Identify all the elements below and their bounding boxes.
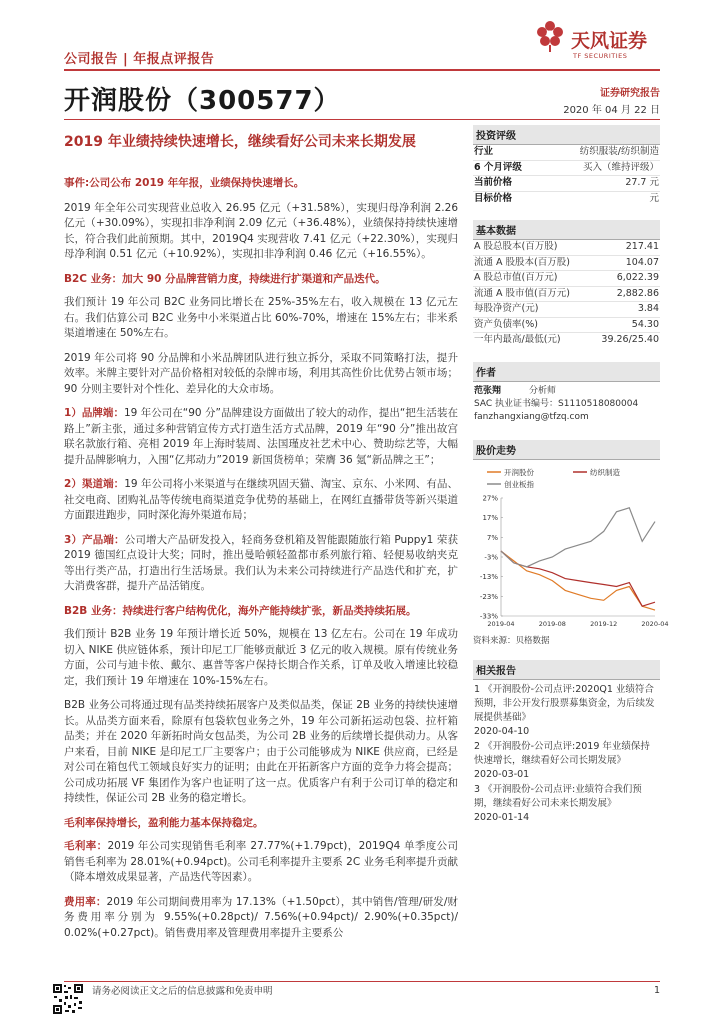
basic-data-row bbox=[473, 240, 660, 256]
price-chart-svg bbox=[473, 464, 669, 632]
basic-data-key: A 股总市值(百万元) bbox=[474, 272, 558, 283]
basic-data-key: A 股总股本(百万股) bbox=[474, 241, 558, 252]
basic-data-key: 一年内最高/最低(元) bbox=[474, 334, 561, 345]
rating-section-title: 投资评级 bbox=[473, 125, 660, 145]
paragraph-expense bbox=[64, 895, 458, 942]
related-report-date: 2020-03-01 bbox=[474, 768, 530, 780]
qr-code-icon bbox=[52, 983, 84, 1015]
paragraph-product bbox=[64, 533, 458, 595]
company-name: 开润股份（300577） bbox=[64, 86, 341, 116]
basic-data-row bbox=[473, 302, 660, 318]
paragraph-brand bbox=[64, 406, 458, 468]
basic-data-table bbox=[473, 240, 660, 348]
paragraph-b2b-category: B2B 业务公司将通过现有品类持续拓展客户及类似品类，保证 2B 业务的持续快速增长。从品类方面来看，除原有包袋软包业务之外，19 年公司新拓运动包袋、拉杆箱品类；并在 2020 年新拓时尚女包品类，为公司 2B 业务的后续增长提供动力。从客户来看，目前 NIKE 是印尼工厂主要客户；由于公司能够成为 NIKE 供应商，已经是对公司在箱包代工领域良好实力的证明；由此在开拓新客户方面的竞争力将会提高；公司成功拓展 VF 集团作为客户也证明了这一点。优质客户有利于公司订单的稳定和持续性，保证公司 2B 业务的稳定增长。 bbox=[64, 699, 458, 804]
product-label: 3）产品端： bbox=[64, 533, 125, 546]
related-report-item[interactable] bbox=[474, 783, 659, 825]
related-report-date: 2020-01-14 bbox=[474, 811, 530, 823]
rating-value: 元 bbox=[649, 192, 659, 204]
disclaimer: 请务必阅读正文之后的信息披露和免责申明 bbox=[92, 986, 273, 997]
brand-text: 19 年公司在“90 分”品牌建设方面做出了较大的动作，提出“把生活装在路上”新主张，通过多种营销宣传方式打造生活方式品牌，2019 年“90 分”推出故宫联名款旅行箱、亮相 2019 年上海时装周、法国瑾皮社艺术中心、赞助综艺等，大幅提升品牌影响力，入围“亿邦动力”2019 新国货榜单；荣膺 36 氪“新品牌之王”； bbox=[64, 407, 458, 466]
rating-key: 目标价格 bbox=[474, 192, 513, 204]
basic-data-value: 6,022.39 bbox=[616, 272, 659, 283]
rating-row bbox=[473, 161, 660, 177]
expense-label: 费用率： bbox=[64, 895, 107, 908]
report-title: 2019 年业绩持续快速增长，继续看好公司未来长期发展 bbox=[64, 134, 416, 150]
x-tick-label: 2019-08 bbox=[538, 619, 566, 628]
logo-flower-icon bbox=[535, 18, 565, 52]
paragraph-b2c-brands: 2019 年公司将 90 分品牌和小米品牌团队进行独立拆分，采取不同策略打法，提升效率。米牌主要针对产品价格相对较低的杂牌市场，利用其高性价比优势占领市场；90 分则主要针对个性化、差异化的大众市场。 bbox=[64, 351, 458, 395]
y-tick-label: -23% bbox=[479, 592, 498, 601]
report-category: 公司报告 | 年报点评报告 bbox=[64, 52, 215, 67]
series-line bbox=[501, 551, 655, 606]
tf-securities-logo bbox=[535, 18, 675, 64]
title-divider bbox=[64, 119, 660, 120]
paragraph-channel bbox=[64, 477, 458, 524]
basic-data-value: 217.41 bbox=[625, 241, 659, 252]
footer-divider bbox=[64, 981, 660, 982]
y-tick-label: -13% bbox=[479, 572, 498, 581]
series-line bbox=[501, 507, 655, 566]
legend-label: 开润股份 bbox=[504, 467, 534, 477]
y-tick-label: 27% bbox=[482, 494, 498, 502]
event-text: 公司公布 2019 年年报，业绩保持快速增长。 bbox=[89, 177, 305, 189]
basic-data-row bbox=[473, 271, 660, 287]
related-report-title[interactable]: 3 《开润股份-公司点评:业绩符合我们预期，继续看好公司未来长期发展》 bbox=[474, 783, 642, 809]
basic-data-value: 39.26/25.40 bbox=[601, 334, 659, 345]
y-tick-label: 7% bbox=[486, 533, 498, 542]
x-tick-label: 2019-04 bbox=[487, 619, 515, 628]
author-block bbox=[473, 382, 660, 424]
paragraph-gross-margin bbox=[64, 839, 458, 886]
rating-key: 行业 bbox=[474, 146, 494, 157]
event-summary bbox=[64, 176, 458, 192]
gross-margin-label: 毛利率： bbox=[64, 840, 108, 852]
paragraph-b2c-growth: 我们预计 19 年公司 B2C 业务同比增长在 25%-35%左右，收入规模在 13 亿元左右。我们估算公司 B2C 业务中小米渠道占比 60%-70%，增速在 15%左右；非米系渠道增速在 50%左右。 bbox=[64, 296, 458, 339]
related-reports bbox=[473, 680, 660, 825]
price-chart bbox=[473, 464, 669, 632]
related-report-item[interactable] bbox=[474, 740, 659, 782]
rating-key: 6 个月评级 bbox=[474, 161, 522, 173]
product-text: 公司增大产品研发投入，轻商务登机箱及智能跟随旅行箱 Puppy1 荣获 2019 德国红点设计大奖；同时，推出曼哈顿轻盈都市系列旅行箱、轻便易收纳夹克等出行类产品，打造出行生活场景。我们认为未来公司持续进行产品迭代和扩充，扩大消费客群，提升产品活销度。 bbox=[64, 533, 458, 592]
brand-label: 1）品牌端： bbox=[64, 407, 124, 419]
related-report-date: 2020-04-10 bbox=[474, 725, 530, 737]
basic-data-row bbox=[473, 318, 660, 334]
y-tick-label: -3% bbox=[484, 553, 498, 561]
basic-data-row bbox=[473, 256, 660, 272]
rating-value: 买入（维持评级） bbox=[582, 161, 659, 173]
rating-row bbox=[473, 192, 660, 207]
event-label: 事件: bbox=[64, 177, 90, 189]
logo-text-en: TF SECURITIES bbox=[573, 52, 628, 60]
expense-text: 2019 年公司期间费用率为 17.13%（+1.50pct），其中销售/管理/研发/财务费用率分别为 9.55%(+0.28pct)/ 7.56%(+0.94pct)/ 2.90%(+0.35pct)/ 0.02%(+0.27pct)。销售费用率及管理费用率提升主要系公 bbox=[64, 895, 458, 939]
rating-table bbox=[473, 145, 660, 206]
basic-data-value: 54.30 bbox=[631, 318, 659, 330]
heading-margin: 毛利率保持增长，盈利能力基本保持稳定。 bbox=[64, 816, 264, 829]
x-tick-label: 2019-12 bbox=[590, 619, 618, 628]
logo-text-cn: 天风证券 bbox=[571, 30, 648, 52]
basic-data-key: 流通 A 股市值(百万元) bbox=[474, 287, 570, 299]
paragraph-results: 2019 年全年公司实现营业总收入 26.95 亿元（+31.58%），实现归母净利润 2.26 亿元（+30.09%），实现扣非净利润 2.09 亿元（+36.48%），业绩保持持续快速增长，符合我们此前预期。其中，2019Q4 实现营收 7.41 亿元（+22.30%），实现归母净利润 0.51 亿元（+10.92%），实现扣非净利润 0.46 亿元（+16.55%）。 bbox=[64, 201, 458, 260]
basic-data-value: 104.07 bbox=[625, 256, 659, 268]
channel-label: 2）渠道端： bbox=[64, 478, 125, 490]
gross-margin-text: 2019 年公司实现销售毛利率 27.77%(+1.79pct)，2019Q4 单季度公司销售毛利率为 28.01%(+0.94pct)。公司毛利率提升主要系 2C 业务毛利率提升贡献（降本增效成果显著，产品迭代等因素）。 bbox=[64, 840, 458, 883]
basic-data-key: 流通 A 股股本(百万股) bbox=[474, 256, 570, 268]
page-number: 1 bbox=[653, 985, 660, 996]
chart-source: 资料来源：贝格数据 bbox=[473, 635, 550, 646]
author-name: 范张翔 bbox=[474, 385, 502, 396]
basic-data-value: 2,882.86 bbox=[616, 287, 659, 299]
legend-label: 纺织制造 bbox=[590, 467, 620, 477]
report-date: 2020 年 04 月 22 日 bbox=[563, 105, 660, 116]
author-email[interactable]: fanzhangxiang@tfzq.com bbox=[474, 411, 589, 422]
legend-label: 创业板指 bbox=[504, 479, 534, 489]
related-report-title[interactable]: 2 《开润股份-公司点评:2019 年业绩保持快速增长，继续看好公司长期发展》 bbox=[474, 740, 650, 766]
y-tick-label: 17% bbox=[482, 513, 498, 522]
basic-data-value: 3.84 bbox=[637, 303, 659, 314]
sidebar bbox=[473, 121, 669, 826]
main-body bbox=[64, 176, 458, 950]
chart-section-title: 股价走势 bbox=[473, 440, 660, 460]
basic-data-row bbox=[473, 287, 660, 303]
related-report-title[interactable]: 1 《开润股份-公司点评:2020Q1 业绩符合预期，非公开发行股票募集资金，为后续发展提供基础》 bbox=[474, 683, 655, 723]
basic-data-key: 资产负债率(%) bbox=[474, 318, 538, 330]
heading-b2b: B2B 业务：持续进行客户结构优化，海外产能持续扩张，新品类持续拓展。 bbox=[64, 604, 417, 617]
heading-b2c: B2C 业务：加大 90 分品牌营销力度，持续进行扩渠道和产品迭代。 bbox=[64, 272, 386, 285]
author-section-title: 作者 bbox=[473, 362, 660, 382]
related-section-title: 相关报告 bbox=[473, 660, 660, 680]
rating-value: 27.7 元 bbox=[625, 177, 659, 188]
rating-key: 当前价格 bbox=[474, 177, 513, 188]
rating-row bbox=[473, 145, 660, 161]
related-report-item[interactable] bbox=[474, 683, 659, 739]
channel-text: 19 年公司将小米渠道与在继续巩固天猫、淘宝、京东、小米网、有品、社交电商、团购礼品等传统电商渠道竞争优势的基础上，在网红直播带货等新兴渠道方面跟进跑步，同时深化海外渠道布局； bbox=[64, 478, 459, 521]
author-role: 分析师 bbox=[529, 385, 557, 396]
header-divider bbox=[64, 69, 660, 71]
basic-data-section-title: 基本数据 bbox=[473, 220, 660, 240]
rating-row bbox=[473, 176, 660, 192]
rating-value: 纺织服装/纺织制造 bbox=[579, 146, 659, 157]
basic-data-key: 每股净资产(元) bbox=[474, 303, 539, 314]
y-tick-label: -33% bbox=[479, 612, 498, 620]
x-tick-label: 2020-04 bbox=[641, 619, 669, 628]
paragraph-b2b-growth: 我们预计 B2B 业务 19 年预计增长近 50%，规模在 13 亿左右。公司在 19 年成功切入 NIKE 供应链体系，预计印尼工厂能够贡献近 3 亿元的收入规模。原有传统业务方面，公司与迪卡侬、戴尔、惠普等客户保持长期合作关系，订单及收入增速比较稳定，我们预计 19 年增速在 10%-15%左右。 bbox=[64, 628, 458, 687]
author-sac: SAC 执业证书编号：S1110518080004 bbox=[474, 398, 639, 409]
report-type: 证券研究报告 bbox=[600, 88, 660, 99]
basic-data-row bbox=[473, 333, 660, 348]
